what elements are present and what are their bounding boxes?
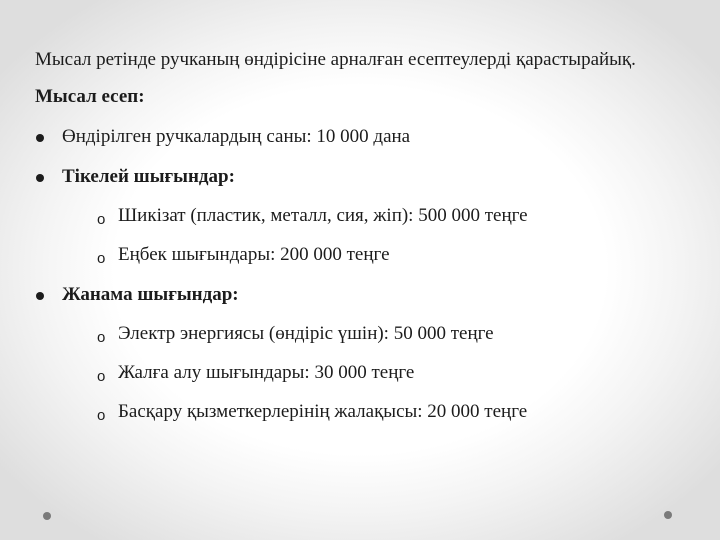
sub-item [62, 201, 693, 231]
decorative-dot-left [43, 512, 51, 520]
bullet-item [35, 280, 693, 427]
sub-item [62, 358, 693, 388]
sub-list [62, 201, 693, 270]
sub-list [62, 319, 693, 427]
sub-bullet-icon: o [97, 407, 106, 424]
bullet-icon [36, 292, 44, 300]
sub-item [62, 397, 693, 427]
bullet-text: Жанама шығындар: [62, 284, 239, 305]
sub-item-text: Шикізат (пластик, металл, сия, жіп): 500 000 теңге [118, 205, 528, 226]
sub-item-text: Жалға алу шығындары: 30 000 теңге [118, 362, 415, 383]
bullet-icon [36, 134, 44, 142]
bullet-item [35, 122, 693, 152]
example-heading: Мысал есеп: [35, 86, 145, 107]
sub-item-text: Электр энергиясы (өндіріс үшін): 50 000 теңге [118, 323, 494, 344]
bullet-text: Өндірілген ручкалардың саны: 10 000 дана [62, 126, 411, 147]
sub-item-text: Еңбек шығындары: 200 000 теңге [118, 244, 390, 265]
sub-bullet-icon: o [97, 329, 106, 346]
bullet-item [35, 162, 693, 270]
slide-content [35, 44, 693, 427]
sub-item-text: Басқару қызметкерлерінің жалақысы: 20 000 теңге [118, 401, 528, 422]
bullet-text: Тікелей шығындар: [62, 166, 235, 187]
sub-bullet-icon: o [97, 250, 106, 267]
sub-item [62, 240, 693, 270]
sub-bullet-icon: o [97, 211, 106, 228]
sub-bullet-icon: o [97, 368, 106, 385]
intro-paragraph: Мысал ретінде ручканың өндірісіне арналған есептеулерді қарастырайық. [35, 49, 636, 70]
sub-item [62, 319, 693, 349]
decorative-dot-right [664, 511, 672, 519]
bullet-list [35, 122, 693, 427]
bullet-icon [36, 174, 44, 182]
